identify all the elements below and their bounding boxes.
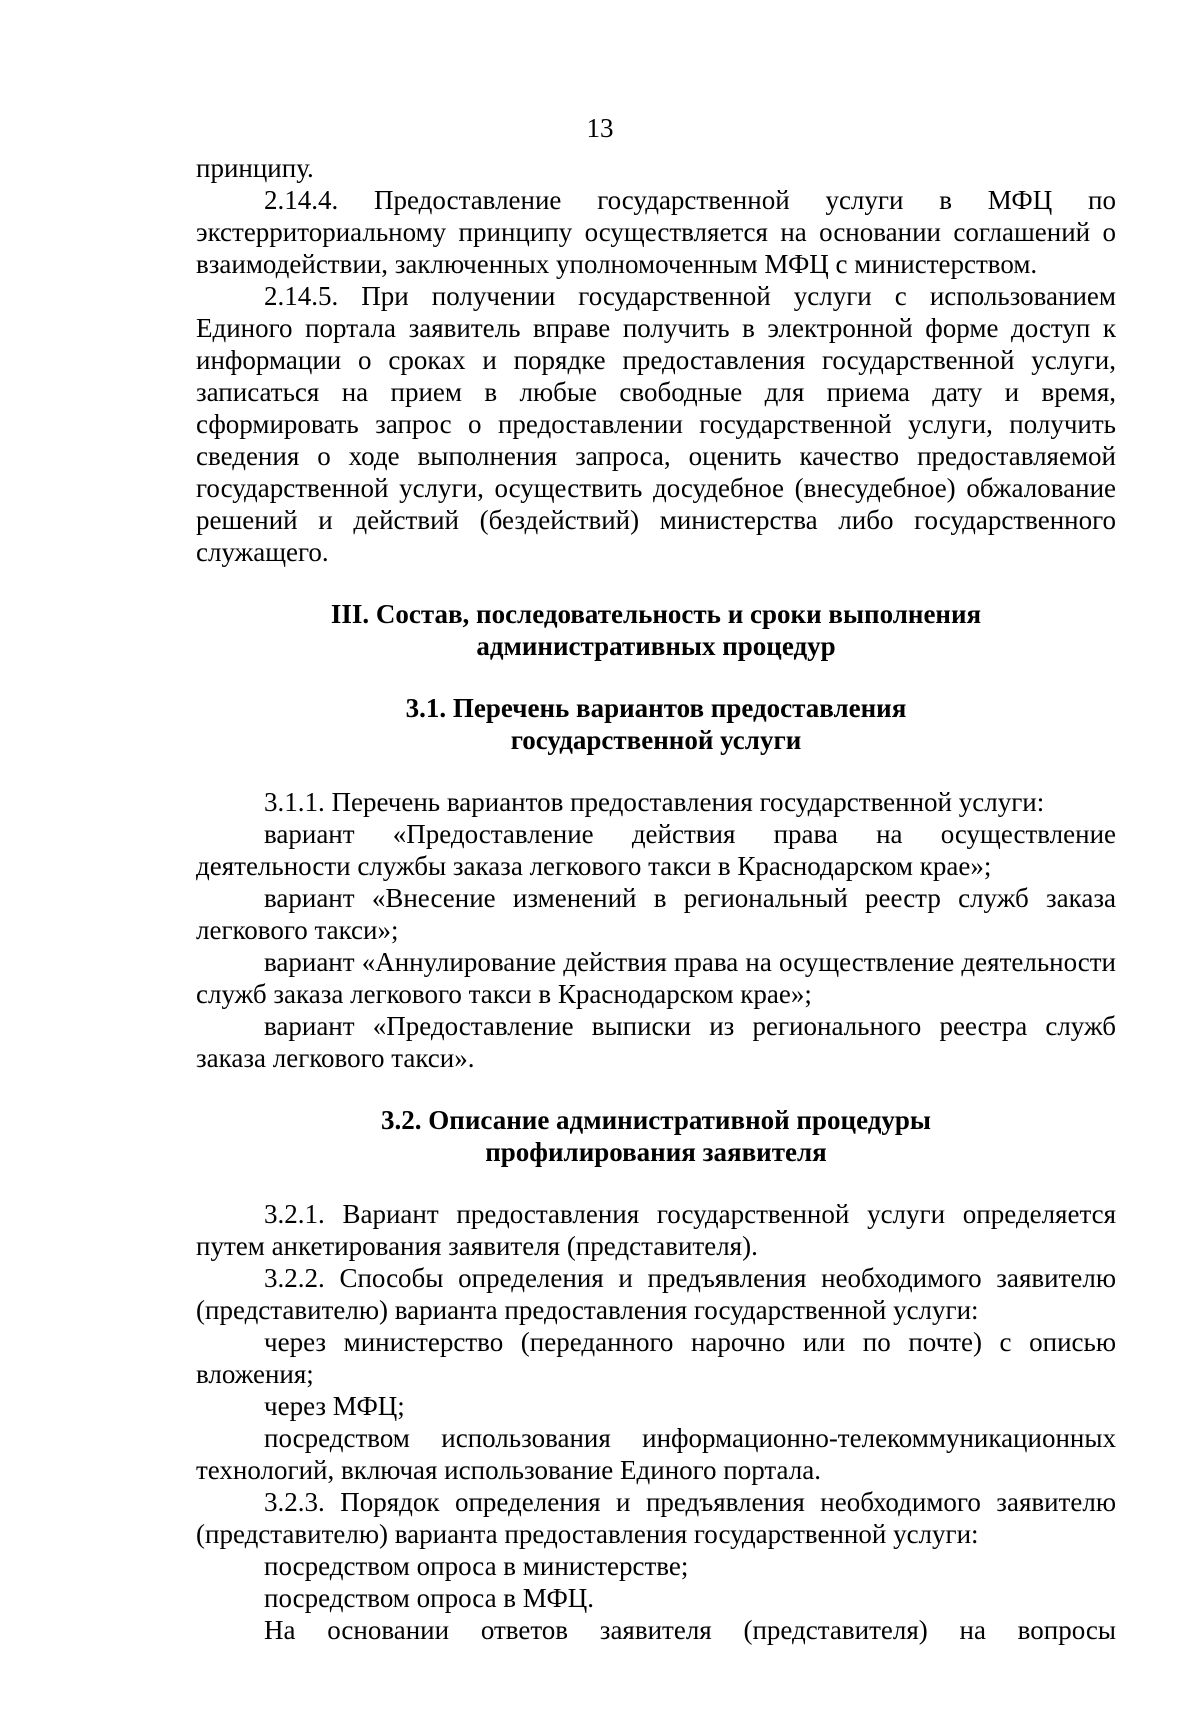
paragraph-3-2-3: 3.2.3. Порядок определения и предъявления необходимого заявителю (представителю) варианта предоставления государственной услуги: [196,1487,1116,1549]
procedure-item: посредством опроса в министерстве; [264,1551,689,1581]
paragraph-3-2-1: 3.2.1. Вариант предоставления государственной услуги определяется путем анкетирования заявителя (представителя). [196,1199,1116,1261]
section-3-2-heading [196,1104,1116,1168]
section-3-1-heading [196,692,1116,756]
method-item: через МФЦ; [264,1391,405,1421]
variant-item: вариант «Предоставление выписки из регионального реестра служб заказа легкового такси». [196,1011,1116,1073]
section-3-1-body [196,786,1116,1074]
paragraph-continuation: принципу. [196,153,314,183]
paragraph-2-14-5: 2.14.5. При получении государственной услуги с использованием Единого портала заявитель вправе получить в электронной форме доступ к информации о сроках и порядке предоставления государственной услуги, записаться на прием в любые свободные для приема дату и время, сформировать запрос о предоставлении государственной услуги, получить сведения о ходе выполнения запроса, оценить качество предоставляемой государственной услуги, осуществить досудебное (внесудебное) обжалование решений и действий (бездействий) министерства либо государственного служащего. [196,281,1116,567]
variant-item: вариант «Предоставление действия права на осуществление деятельности службы заказа легкового такси в Краснодарском крае»; [196,819,1116,881]
section-3-2-title-line2: профилирования заявителя [485,1137,827,1167]
procedure-item: посредством опроса в МФЦ. [264,1583,595,1613]
variant-item: вариант «Внесение изменений в региональный реестр служб заказа легкового такси»; [196,883,1116,945]
section-3-1-title-line1: 3.1. Перечень вариантов предоставления [405,693,907,723]
section-3-heading [196,598,1116,662]
section-3-title-line1: III. Состав, последовательность и сроки выполнения [330,599,982,629]
variant-item: вариант «Аннулирование действия права на осуществление деятельности служб заказа легкового такси в Краснодарском крае»; [196,947,1116,1009]
section-3-1-title-line2: государственной услуги [510,725,802,755]
paragraph-3-1-1: 3.1.1. Перечень вариантов предоставления государственной услуги: [264,787,1045,817]
page-number: 13 [586,113,614,143]
document-body [196,152,1116,1646]
paragraph-3-2-2: 3.2.2. Способы определения и предъявления необходимого заявителю (представителю) варианта предоставления государственной услуги: [196,1263,1116,1325]
section-3-title-line2: административных процедур [476,631,836,661]
paragraph-2-14-4: 2.14.4. Предоставление государственной услуги в МФЦ по экстерриториальному принципу осуществляется на основании соглашений о взаимодействии, заключенных уполномоченным МФЦ с министерством. [196,185,1116,279]
paragraph-truncated: На основании ответов заявителя (представителя) на вопросы [264,1615,1116,1645]
method-item: посредством использования информационно-телекоммуникационных технологий, включая использование Единого портала. [196,1423,1116,1485]
section-3-2-body [196,1198,1116,1646]
section-3-2-title-line1: 3.2. Описание административной процедуры [381,1105,931,1135]
method-item: через министерство (переданного нарочно или по почте) с описью вложения; [196,1327,1116,1389]
